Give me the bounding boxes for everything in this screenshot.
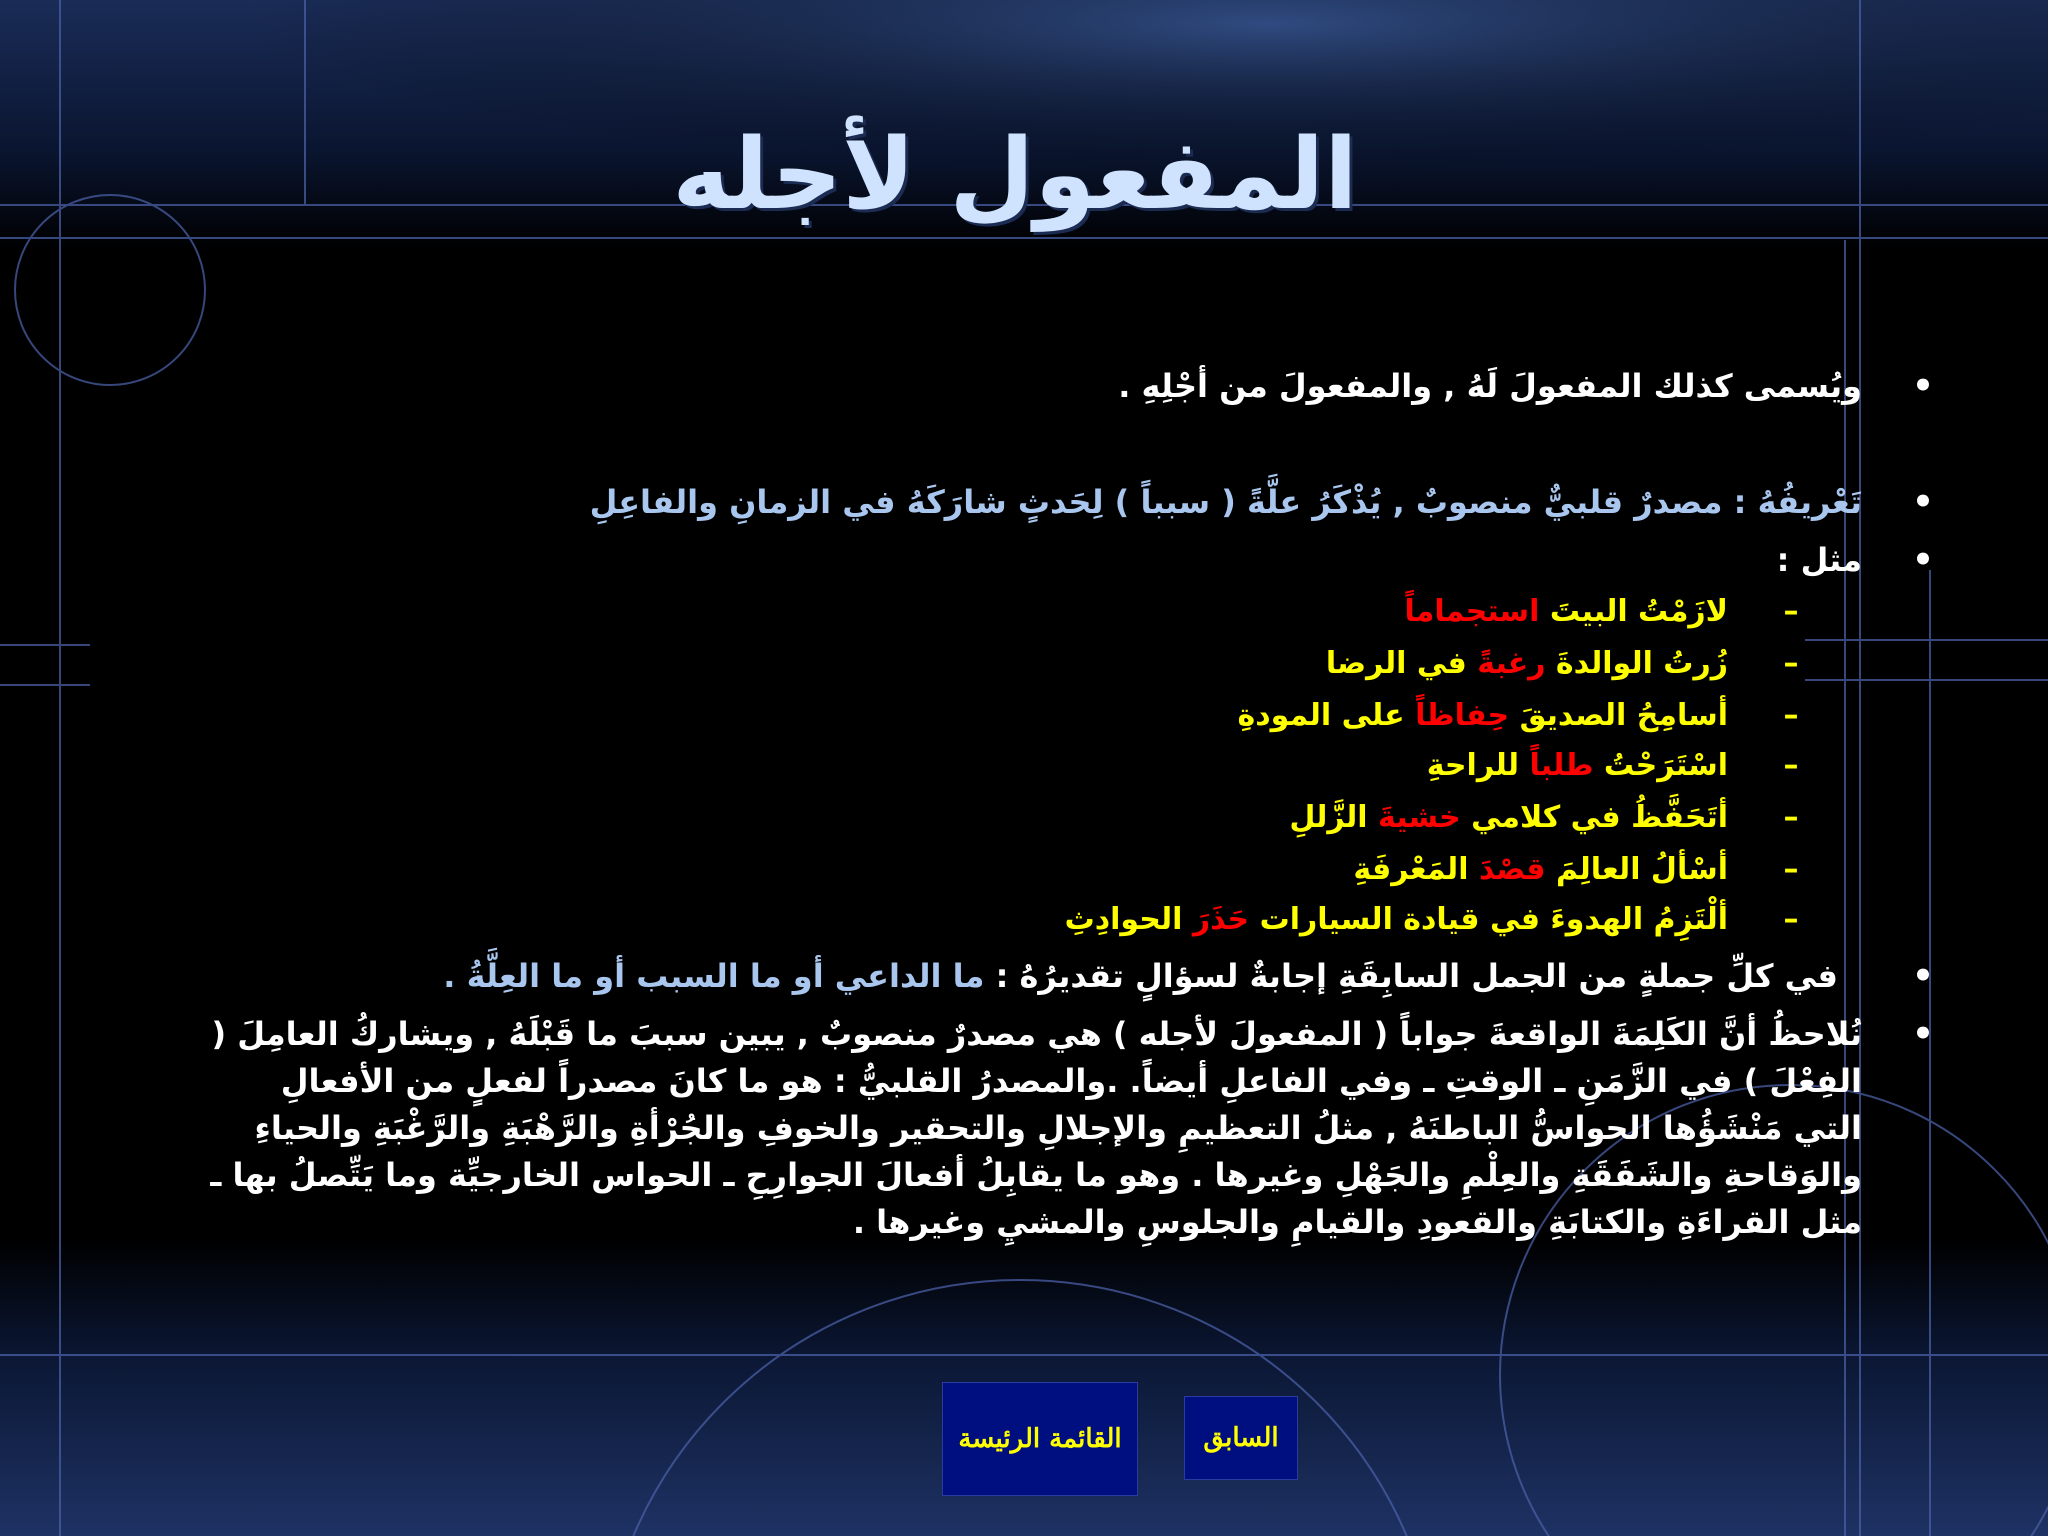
bullet-text: ويُسمى كذلك المفعولَ لَهُ , والمفعولَ من أجْلِهِ .	[1118, 367, 1862, 405]
slide-title: المفعول لأجله	[672, 118, 1358, 232]
dash-marker: –	[1783, 646, 1799, 681]
bullet-dot: •	[1912, 956, 1934, 996]
example-item: – لازَمْتُ البيتَ استجماماً	[1404, 590, 1728, 634]
bullet-dot: •	[1912, 366, 1934, 406]
example-item: – ألْتَزِمُ الهدوءَ في قيادة السيارات حَذَرَ الحوادِثِ	[1065, 898, 1728, 942]
example-item: – اسْتَرَحْتُ طلباً للراحةِ	[1427, 744, 1728, 788]
dash-marker: –	[1783, 594, 1799, 629]
bullet-answer: ما الداعي أو ما السبب أو ما العِلَّةُ .	[443, 957, 985, 995]
bullet-definition	[589, 478, 1934, 526]
example-item: – زُرتُ الوالدةَ رغبةً في الرضا	[1326, 642, 1728, 686]
example-item: – أسْألُ العالِمَ قصْدَ المَعْرفَةِ	[1353, 848, 1728, 892]
dash-marker: –	[1783, 698, 1799, 733]
example-item: – أسامِحُ الصديقَ حِفاظاً على المودةِ	[1238, 694, 1728, 738]
bullet-dot: •	[1912, 1014, 1934, 1054]
bullet-dot: •	[1912, 540, 1934, 580]
bullet-alternate-names	[1118, 362, 1934, 410]
bullet-text: مثل :	[1776, 541, 1862, 579]
example-item: – أتَحَفَّظُ في كلامي خشيةَ الزَّللِ	[1289, 796, 1728, 840]
bullet-dot: •	[1912, 482, 1934, 522]
explanation-text: نُلاحظُ أنَّ الكَلِمَةَ الواقعةَ جواباً ( المفعولَ لأجله ) هي مصدرٌ منصوبٌ , يبين سببَ ما قَبْلَهُ , ويشاركُ العامِلَ ( الفِعْلَ ) في الزَّمَنِ ـ الوقتِ ـ وفي الفاعلِ أيضاً. .والمصدرُ القلبيُّ : هو ما كانَ مصدراً لفعلٍ من الأفعالِ التي مَنْشَؤُها الحواسُّ الباطنَهُ , مثلُ التعظيمِ والإجلالِ والتحقير والخوفِ والجُرْأةِ والرَّهْبَةِ والرَّغْبَةِ والحياءِ والوَقاحةِ والشَفَقَةِ والعِلْمِ والجَهْلِ وغيرها . وهو ما يقابِلُ أفعالَ الجوارِحِ ـ الحواس الخارجيِّة وما يَتِّصلُ بها ـ مثل القراءَةِ والكتابَةِ والقعودِ والقيامِ والجلوسِ والمشيِ وغيرها .	[210, 1015, 1862, 1241]
bullet-text: تَعْريفُهُ : مصدرٌ قلبيٌّ منصوبٌ , يُذْكَرُ علَّةً ( سبباً ) لِحَدثٍ شارَكَهُ في الزمانِ والفاعِلِ	[589, 483, 1862, 521]
previous-button[interactable]	[1184, 1396, 1298, 1480]
bullet-text: في كلِّ جملةٍ من الجمل السابِقَةِ إجابةٌ لسؤالٍ تقديرُهُ :	[995, 957, 1838, 995]
dash-marker: –	[1783, 748, 1799, 783]
dash-marker: –	[1783, 800, 1799, 835]
bullet-examples-heading	[1776, 536, 1934, 584]
main-menu-label: القائمة الرئيسة	[958, 1424, 1122, 1454]
bullet-explanation	[202, 1011, 1934, 1246]
dash-marker: –	[1783, 852, 1799, 887]
dash-marker: –	[1783, 902, 1799, 937]
previous-label: السابق	[1203, 1423, 1279, 1453]
main-menu-button[interactable]	[942, 1382, 1138, 1496]
bullet-question	[443, 952, 1934, 1000]
